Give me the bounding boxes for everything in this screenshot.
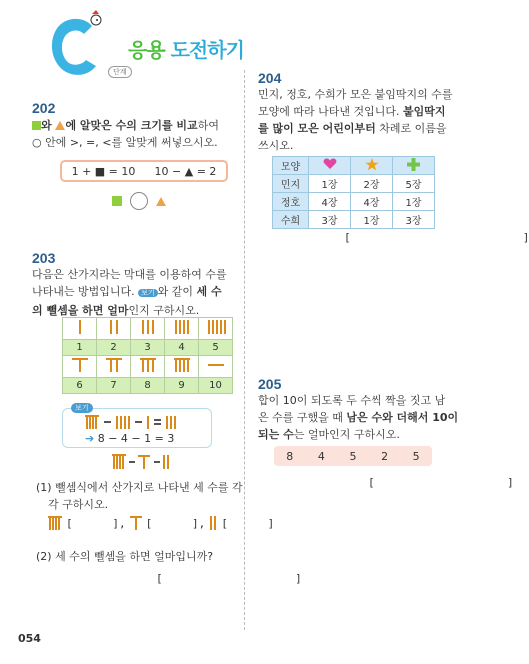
problem-205-text: 합이 10이 되도록 두 수씩 짝을 짓고 남 은 수를 구했을 때 남은 수와 더해서 10이 되는 수는 얼마인지 구하시오. xyxy=(258,394,459,441)
example-result: ➔ 8 − 4 − 1 = 3 xyxy=(85,432,175,445)
answer-blank-203-2[interactable]: [ ] xyxy=(156,572,302,585)
heart-icon xyxy=(309,157,351,175)
answer-blank-1[interactable]: [ ], xyxy=(66,516,126,530)
green-square-icon xyxy=(32,121,41,130)
number-card: 2 xyxy=(381,449,389,463)
number-card: 5 xyxy=(412,449,420,463)
example-box xyxy=(62,404,212,448)
orange-triangle-icon xyxy=(55,121,65,130)
sticks-9 xyxy=(165,356,199,378)
orange-triangle-icon xyxy=(156,197,166,206)
problem-number-203: 203 xyxy=(32,250,56,266)
answer-blank-205[interactable]: [ ] xyxy=(368,476,514,489)
sticks-2-icon xyxy=(209,516,217,530)
green-square-icon xyxy=(112,196,122,206)
title-main: 도전하기 xyxy=(170,38,244,62)
sticks-6-icon xyxy=(130,516,142,530)
page-number: 054 xyxy=(18,632,41,645)
sticks-10 xyxy=(199,356,233,378)
equation-2: 10 − ▲ = 2 xyxy=(154,164,217,178)
chapter-c-logo xyxy=(42,8,104,82)
sticks-6 xyxy=(63,356,97,378)
column-divider xyxy=(244,70,245,630)
sticker-row-minji: 민지 1장 2장 5장 xyxy=(273,175,435,193)
example-badge: 보기 xyxy=(138,289,158,297)
number-card: 4 xyxy=(317,449,325,463)
page-title xyxy=(128,34,244,63)
equation-1: 1 + ■ = 10 xyxy=(71,164,136,178)
compare-circle[interactable] xyxy=(130,192,148,210)
sticks-4 xyxy=(165,318,199,340)
sticker-row-suhee: 수희 3장 1장 3장 xyxy=(273,211,435,229)
sticks-9-icon xyxy=(48,516,62,530)
problem-203-text: 다음은 산가지라는 막대를 이용하여 수를 나타내는 방법입니다. 보기 와 같이 세 수 의 뺄셈을 하면 얼마인지 구하시오. xyxy=(32,268,227,317)
problem-number-204: 204 xyxy=(258,70,282,86)
problem-number-205: 205 xyxy=(258,376,282,392)
number-card: 5 xyxy=(349,449,357,463)
compare-row xyxy=(112,192,166,210)
problem-203-sub2: (2) 세 수의 뺄셈을 하면 얼마입니까? xyxy=(36,550,214,563)
problem-203-sticks-expression xyxy=(112,454,172,470)
title-prefix: 응용 xyxy=(128,38,165,62)
numbers-row-1: 1 2 3 4 5 xyxy=(63,340,233,356)
sticks-1 xyxy=(63,318,97,340)
sub1-answer-row xyxy=(48,516,274,530)
problem-204-text: 민지, 정호, 수희가 모은 붙임딱지의 수를 모양에 따라 나타낸 것입니다. 붙임딱지 를 많이 모은 어린이부터 차례로 이름을 쓰시오. xyxy=(258,88,453,152)
answer-blank-3[interactable]: [ ] xyxy=(221,516,275,530)
sticker-row-jeongho: 정호 4장 4장 1장 xyxy=(273,193,435,211)
star-icon xyxy=(351,157,393,175)
problem-number-202: 202 xyxy=(32,100,56,116)
sticks-5 xyxy=(199,318,233,340)
sticks-8 xyxy=(131,356,165,378)
cross-icon xyxy=(393,157,435,175)
sticks-3 xyxy=(131,318,165,340)
equation-box xyxy=(60,160,228,182)
sticks-row-1 xyxy=(63,318,233,340)
example-sticks-expression xyxy=(85,415,195,429)
sangaji-table xyxy=(62,317,233,394)
number-card: 8 xyxy=(286,449,294,463)
sticker-table-header: 모양 xyxy=(273,157,435,175)
numbers-row-2: 6 7 8 9 10 xyxy=(63,378,233,394)
answer-blank-2[interactable]: [ ], xyxy=(145,516,206,530)
answer-blank-204[interactable]: [ ] xyxy=(344,231,529,244)
sticks-2 xyxy=(97,318,131,340)
problem-203-sub1: (1) 뺄셈식에서 산가지로 나타낸 세 수를 각 각 구하시오. xyxy=(36,481,243,511)
sticks-7 xyxy=(97,356,131,378)
unit-label: 단계 xyxy=(108,66,132,78)
example-box-badge: 보기 xyxy=(71,403,93,413)
sticker-table xyxy=(272,156,435,229)
number-cards-box xyxy=(274,446,432,466)
sticks-row-2 xyxy=(63,356,233,378)
problem-202-text: 와 에 알맞은 수의 크기를 비교하여 ○ 안에 >, =, <를 알맞게 써넣으시오. xyxy=(32,119,219,149)
